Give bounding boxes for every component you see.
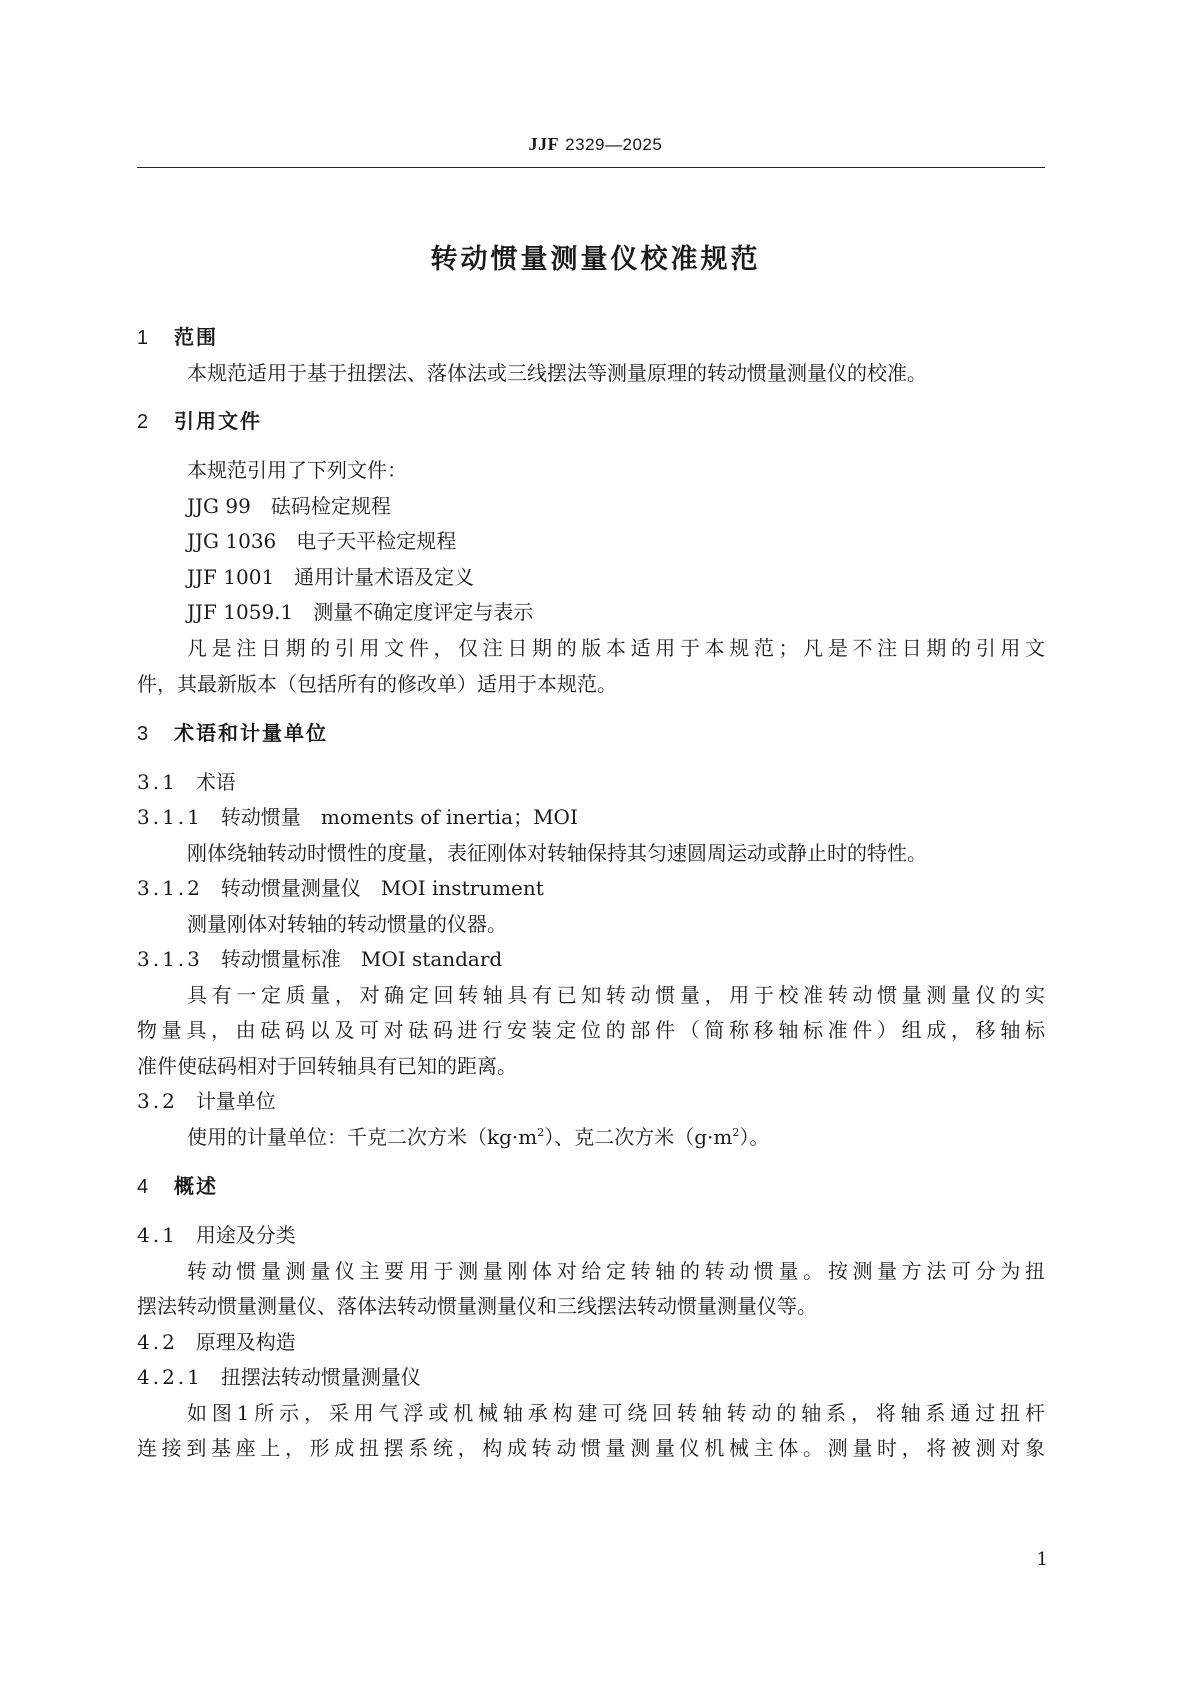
ref-name: 砝码检定规程 <box>270 494 391 518</box>
section-4-heading <box>137 1171 1045 1202</box>
definition: 刚体绕轴转动时惯性的度量，表征刚体对转轴保持其匀速圆周运动或静止时的特性。 <box>187 841 927 865</box>
definition: 物量具，由砝码以及可对砝码进行安装定位的部件（简称移轴标准件）组成，移轴标 <box>137 1018 1045 1042</box>
term-english: MOI instrument <box>380 876 544 900</box>
superscript: 2 <box>732 1126 740 1139</box>
subsection-number: 3.1 <box>137 770 178 794</box>
subsection-number: 4.2.1 <box>137 1365 203 1389</box>
paragraph: 转动惯量测量仪主要用于测量刚体对给定转轴的转动惯量。按测量方法可分为扭 <box>187 1259 1045 1283</box>
section-title: 引用文件 <box>174 409 262 433</box>
subsection-title: 计量单位 <box>195 1089 276 1113</box>
reference-item <box>187 491 1045 521</box>
paragraph <box>187 1122 1045 1152</box>
term-heading <box>137 944 1045 974</box>
subsection-title: 扭摆法转动惯量测量仪 <box>220 1365 421 1389</box>
term-title: 转动惯量标准 <box>220 947 341 971</box>
subsection-title: 用途及分类 <box>195 1223 296 1247</box>
term-number: 3.1.2 <box>137 876 203 900</box>
term-heading <box>137 802 1045 832</box>
ref-code: JJF 1059.1 <box>187 600 294 624</box>
subsection-title: 术语 <box>195 770 236 794</box>
paragraph: 件，其最新版本（包括所有的修改单）适用于本规范。 <box>137 672 617 696</box>
subsection-number: 3.2 <box>137 1089 178 1113</box>
term-title: 转动惯量测量仪 <box>220 876 361 900</box>
unit-text: ）、克二次方米（g·m <box>544 1125 733 1149</box>
section-number: 2 <box>137 411 149 433</box>
reference-item <box>187 526 1045 556</box>
reference-item <box>187 562 1045 592</box>
paragraph: 凡是注日期的引用文件，仅注日期的版本适用于本规范；凡是不注日期的引用文 <box>187 636 1045 660</box>
section-3-heading <box>137 718 1045 749</box>
ref-name: 通用计量术语及定义 <box>294 565 475 589</box>
section-title: 术语和计量单位 <box>174 721 328 745</box>
section-number: 3 <box>137 723 149 745</box>
subsection-heading <box>137 1086 1045 1116</box>
subsection-heading <box>137 767 1045 797</box>
paragraph: 摆法转动惯量测量仪、落体法转动惯量测量仪和三线摆法转动惯量测量仪等。 <box>137 1294 817 1318</box>
paragraph: 本规范适用于基于扭摆法、落体法或三线摆法等测量原理的转动惯量测量仪的校准。 <box>187 361 927 385</box>
unit-text: ）。 <box>739 1125 770 1149</box>
term-title: 转动惯量 <box>220 805 301 829</box>
term-number: 3.1.1 <box>137 805 203 829</box>
header-prefix: JJF <box>528 134 560 154</box>
header-number: 2329—2025 <box>565 135 663 154</box>
section-1-heading <box>137 322 1045 353</box>
definition: 准件使砝码相对于回转轴具有已知的距离。 <box>137 1054 517 1078</box>
unit-text: 使用的计量单位：千克二次方米（kg·m <box>187 1125 538 1149</box>
reference-item <box>187 597 1045 627</box>
term-number: 3.1.3 <box>137 947 203 971</box>
ref-code: JJF 1001 <box>187 565 275 589</box>
ref-name: 测量不确定度评定与表示 <box>313 600 534 624</box>
subsection-number: 4.1 <box>137 1223 178 1247</box>
section-title: 范围 <box>174 325 218 349</box>
section-title: 概述 <box>174 1174 218 1198</box>
superscript: 2 <box>537 1126 545 1139</box>
definition: 测量刚体对转轴的转动惯量的仪器。 <box>187 912 507 936</box>
paragraph: 本规范引用了下列文件： <box>187 458 407 482</box>
section-number: 4 <box>137 1176 149 1198</box>
ref-code: JJG 99 <box>187 494 251 518</box>
subsection-heading <box>137 1327 1045 1357</box>
paragraph: 连接到基座上，形成扭摆系统，构成转动惯量测量仪机械主体。测量时，将被测对象 <box>137 1436 1045 1460</box>
definition: 具有一定质量，对确定回转轴具有已知转动惯量，用于校准转动惯量测量仪的实 <box>187 983 1045 1007</box>
paragraph: 如图1所示，采用气浮或机械轴承构建可绕回转轴转动的轴系，将轴系通过扭杆 <box>187 1401 1045 1425</box>
term-english: moments of inertia；MOI <box>320 805 578 829</box>
ref-code: JJG 1036 <box>187 529 277 553</box>
term-heading <box>137 873 1045 903</box>
page-number: 1 <box>1036 1549 1048 1570</box>
document-title: 转动惯量测量仪校准规范 <box>430 244 761 275</box>
section-2-heading <box>137 406 1045 437</box>
section-number: 1 <box>137 327 149 349</box>
header-rule <box>137 167 1045 168</box>
running-header <box>0 134 1191 155</box>
subsection-heading <box>137 1220 1045 1250</box>
term-english: MOI standard <box>360 947 503 971</box>
ref-name: 电子天平检定规程 <box>296 529 457 553</box>
subsection-number: 4.2 <box>137 1330 178 1354</box>
subsection-heading <box>137 1362 1045 1392</box>
subsection-title: 原理及构造 <box>195 1330 296 1354</box>
